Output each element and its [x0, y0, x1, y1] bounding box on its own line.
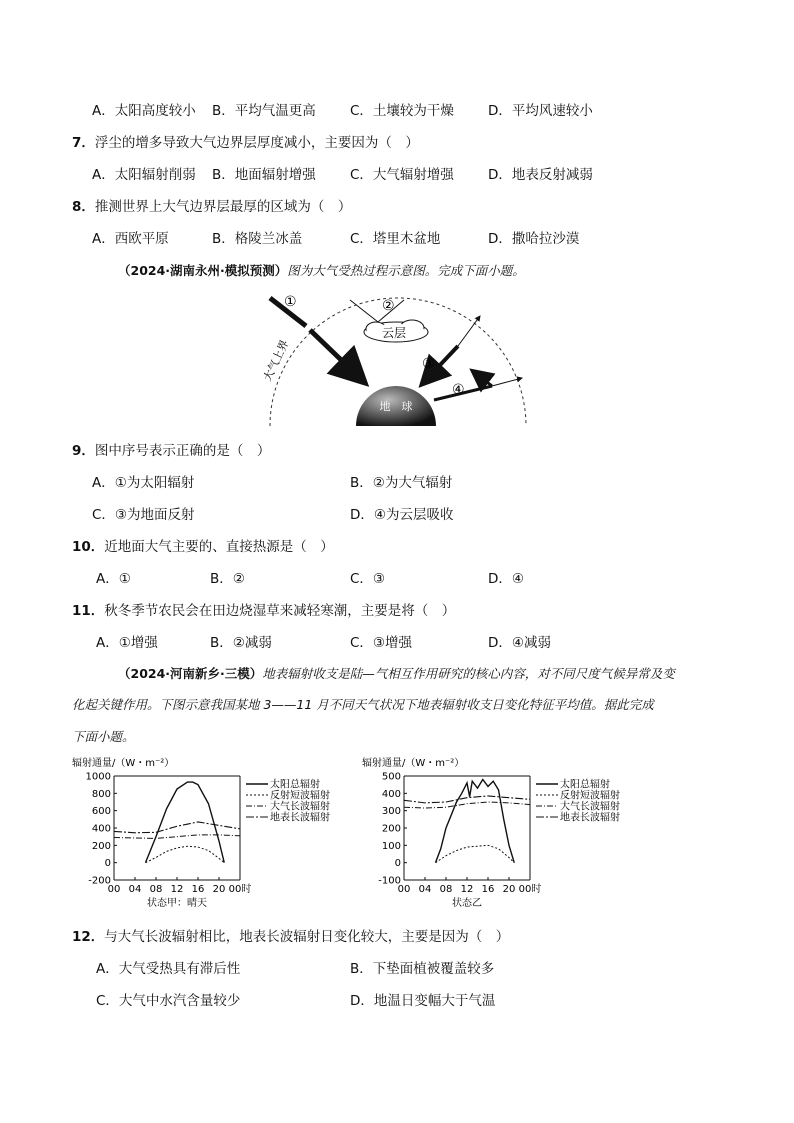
intro-2-line-3: 下面小题。	[72, 729, 135, 744]
earth-label: 地 球	[379, 400, 413, 413]
chart-0-xtick-label: 16	[191, 884, 205, 895]
question-12	[72, 928, 509, 946]
q10-option-b: B．②	[210, 571, 245, 587]
chart-1-xtick-label: 20	[502, 884, 516, 895]
question-12-number: 12．	[72, 929, 105, 945]
chart-1-xtick-label: 08	[439, 884, 453, 895]
intro-2-line-1	[118, 665, 675, 683]
chart-0-ytick-label: 0	[104, 858, 111, 870]
chart-1-ylabel: 辐射通量/（W・m⁻²）	[362, 758, 465, 769]
q12-option-b: B．下垫面植被覆盖较多	[350, 961, 495, 977]
intro-1	[118, 262, 525, 280]
chart-0-xtick-label: 12	[170, 884, 184, 895]
q11-option-d: D．④减弱	[488, 635, 551, 651]
chart-1-xtick-label: 00	[397, 884, 411, 895]
chart-state-b	[360, 754, 650, 914]
intro-2-line-2: 化起关键作用。下图示意我国某地 3——11 月不同天气状况下地表辐射收支日变化特征平均值。据此完成	[72, 697, 654, 712]
arrow-2	[350, 300, 378, 322]
chart-0-legend-label: 反射短波辐射	[270, 790, 330, 802]
chart-0-title: 状态甲：晴天	[147, 898, 207, 909]
question-7	[72, 134, 419, 152]
chart-1-ytick-label: 200	[381, 823, 401, 835]
chart-1-legend-label: 反射短波辐射	[560, 790, 620, 802]
question-8-text: 推测世界上大气边界层最厚的区域为（ ）	[94, 199, 352, 215]
question-7-text: 浮尘的增多导致大气边界层厚度减小，主要因为（ ）	[94, 135, 419, 151]
question-10-number: 10．	[72, 539, 105, 555]
chart-1-legend-label: 大气长波辐射	[560, 801, 620, 813]
chart-0-legend-label: 大气长波辐射	[270, 801, 330, 813]
q9-option-c: C．③为地面反射	[92, 507, 195, 523]
q8-option-b: B．格陵兰冰盖	[212, 231, 303, 247]
intro-2-text-1: 地表辐射收支是陆—气相互作用研究的核心内容，对不同尺度气候异常及变	[262, 666, 675, 681]
question-8-number: 8．	[72, 199, 95, 215]
chart-1-ytick-label: 0	[394, 858, 401, 870]
q10-option-c: C．③	[350, 571, 386, 587]
q8-option-a: A．西欧平原	[92, 231, 169, 247]
question-8	[72, 198, 351, 216]
chart-1-series-line	[404, 796, 530, 803]
q7-option-b: B．地面辐射增强	[212, 167, 316, 183]
question-10-text: 近地面大气主要的、直接热源是（ ）	[104, 539, 334, 555]
q12-option-d: D．地温日变幅大于气温	[350, 993, 496, 1009]
chart-0-xtick-label: 04	[128, 884, 142, 895]
chart-1-ytick-label: 100	[381, 840, 401, 852]
q8-option-d: D．撒哈拉沙漠	[488, 231, 580, 247]
label-3: ③	[422, 356, 435, 372]
chart-0-series-line	[146, 782, 225, 863]
chart-1-title: 状态乙	[452, 898, 482, 909]
question-11-number: 11．	[72, 603, 105, 619]
q7-option-d: D．地表反射减弱	[488, 167, 593, 183]
intro-1-source: （2024·湖南永州·模拟预测）	[118, 263, 288, 278]
chart-0-legend-label: 地表长波辐射	[270, 812, 330, 824]
q6-option-d: D．平均风速较小	[488, 103, 593, 119]
q7-option-c: C．大气辐射增强	[350, 167, 454, 183]
chart-0-ytick-label: 1000	[85, 771, 111, 783]
chart-1-legend-label: 地表长波辐射	[560, 812, 620, 824]
q6-option-a: A．太阳高度较小	[92, 103, 196, 119]
chart-0-xtick-label: 20	[212, 884, 226, 895]
chart-1-xtick-label: 04	[418, 884, 432, 895]
chart-0-series-line	[114, 835, 240, 838]
chart-1-series-line	[436, 845, 515, 862]
q9-option-d: D．④为云层吸收	[350, 507, 454, 523]
chart-0-ytick-label: 400	[91, 823, 111, 835]
q7-option-a: A．太阳辐射削弱	[92, 167, 196, 183]
q10-option-d: D．④	[488, 571, 524, 587]
question-10	[72, 538, 334, 556]
chart-0-ylabel: 辐射通量/（W・m⁻²）	[72, 758, 175, 769]
q8-option-c: C．塔里木盆地	[350, 231, 441, 247]
q11-option-c: C．③增强	[350, 635, 413, 651]
q9-option-a: A．①为太阳辐射	[92, 475, 195, 491]
chart-1-ytick-label: 300	[381, 806, 401, 818]
question-11-text: 秋冬季节农民会在田边烧湿草来减轻寒潮，主要是将（ ）	[104, 603, 456, 619]
chart-0-xtick-label: 00	[107, 884, 121, 895]
chart-1-ytick-label: 400	[381, 788, 401, 800]
chart-0-ytick-label: -200	[88, 875, 111, 887]
q11-option-a: A．①增强	[96, 635, 158, 651]
chart-0-xtick-label: 00时	[228, 884, 252, 895]
chart-1-series-line	[436, 779, 515, 862]
atmosphere-heating-diagram	[258, 286, 540, 428]
chart-1-ytick-label: -100	[378, 875, 401, 887]
cloud-label: 云层	[382, 326, 407, 340]
chart-1-legend-label: 太阳总辐射	[560, 779, 610, 791]
q11-option-b: B．②减弱	[210, 635, 272, 651]
chart-1-xtick-label: 16	[481, 884, 495, 895]
chart-0-ytick-label: 200	[91, 840, 111, 852]
q12-option-a: A．大气受热具有滞后性	[96, 961, 241, 977]
label-2: ②	[382, 298, 395, 314]
label-1: ①	[284, 294, 297, 310]
intro-2-source: （2024·河南新乡·三模）	[118, 666, 263, 681]
chart-1-xtick-label: 12	[460, 884, 474, 895]
q6-option-c: C．土壤较为干燥	[350, 103, 454, 119]
q10-option-a: A．①	[96, 571, 131, 587]
question-7-number: 7．	[72, 135, 95, 151]
chart-0-ytick-label: 800	[91, 788, 111, 800]
question-9-number: 9．	[72, 443, 95, 459]
boundary-label: 大气上界	[260, 337, 292, 384]
label-4: ④	[452, 382, 465, 398]
chart-1-xtick-label: 00时	[518, 884, 542, 895]
chart-1-ytick-label: 500	[381, 771, 401, 783]
chart-clear-day	[70, 754, 360, 914]
intro-1-text: 图为大气受热过程示意图。完成下面小题。	[287, 263, 525, 278]
question-11	[72, 602, 455, 620]
question-9	[72, 442, 270, 460]
chart-0-series-line	[114, 822, 240, 833]
q9-option-b: B．②为大气辐射	[350, 475, 453, 491]
chart-0-xtick-label: 08	[149, 884, 163, 895]
chart-0-series-line	[146, 846, 225, 862]
q12-option-c: C．大气中水汽含量较少	[96, 993, 241, 1009]
chart-0-ytick-label: 600	[91, 806, 111, 818]
question-12-text: 与大气长波辐射相比，地表长波辐射日变化较大，主要是因为（ ）	[104, 929, 510, 945]
q6-option-b: B．平均气温更高	[212, 103, 316, 119]
question-9-text: 图中序号表示正确的是（ ）	[94, 443, 271, 459]
chart-0-legend-label: 太阳总辐射	[270, 779, 320, 791]
